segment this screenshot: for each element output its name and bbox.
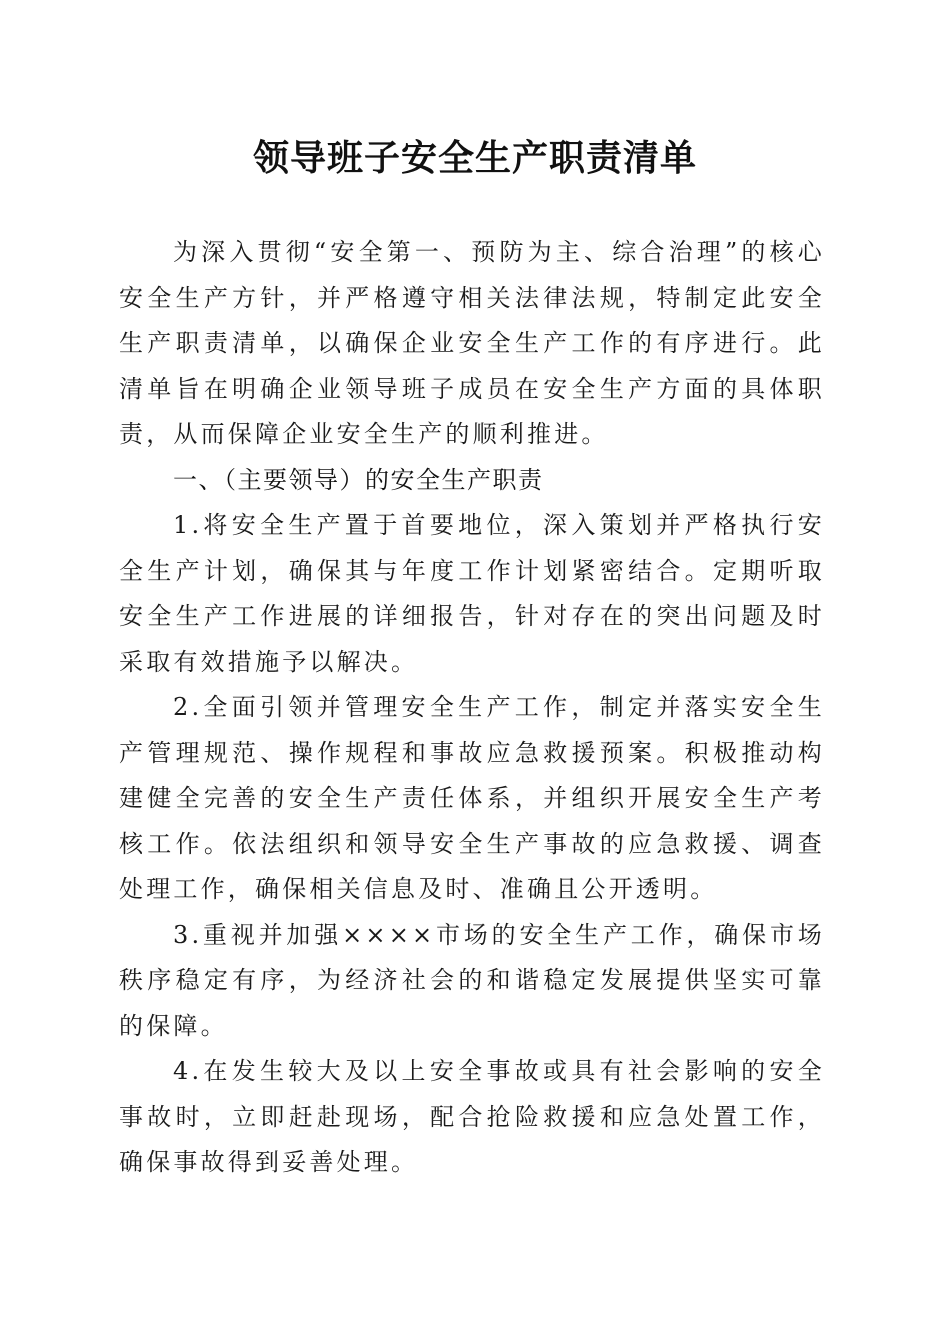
intro-paragraph: 为深入贯彻“安全第一、预防为主、综合治理”的核心安全生产方针，并严格遵守相关法律法规，特制定此安全生产职责清单，以确保企业安全生产工作的有序进行。此清单旨在明确企业领导班子成员在安全生产方面的具体职责，从而保障企业安全生产的顺利推进。 — [119, 238, 825, 448]
section-heading: 一、（主要领导）的安全生产职责 — [173, 465, 544, 494]
list-item: 1.将安全生产置于首要地位，深入策划并严格执行安全生产计划，确保其与年度工作计划紧密结合。定期听取安全生产工作进展的详细报告，针对存在的突出问题及时采取有效措施予以解决。 — [119, 511, 825, 676]
document-body — [119, 230, 825, 1186]
list-item: 2.全面引领并管理安全生产工作，制定并落实安全生产管理规范、操作规程和事故应急救援预案。积极推动构建健全完善的安全生产责任体系，并组织开展安全生产考核工作。依法组织和领导安全生产事故的应急救援、调查处理工作，确保相关信息及时、准确且公开透明。 — [119, 693, 825, 903]
document-title: 领导班子安全生产职责清单 — [252, 137, 697, 179]
list-item: 4.在发生较大及以上安全事故或具有社会影响的安全事故时，立即赶赴现场，配合抢险救援和应急处置工作，确保事故得到妥善处理。 — [119, 1057, 825, 1176]
list-item: 3.重视并加强××××市场的安全生产工作，确保市场秩序稳定有序，为经济社会的和谐稳定发展提供坚实可靠的保障。 — [119, 920, 825, 1040]
